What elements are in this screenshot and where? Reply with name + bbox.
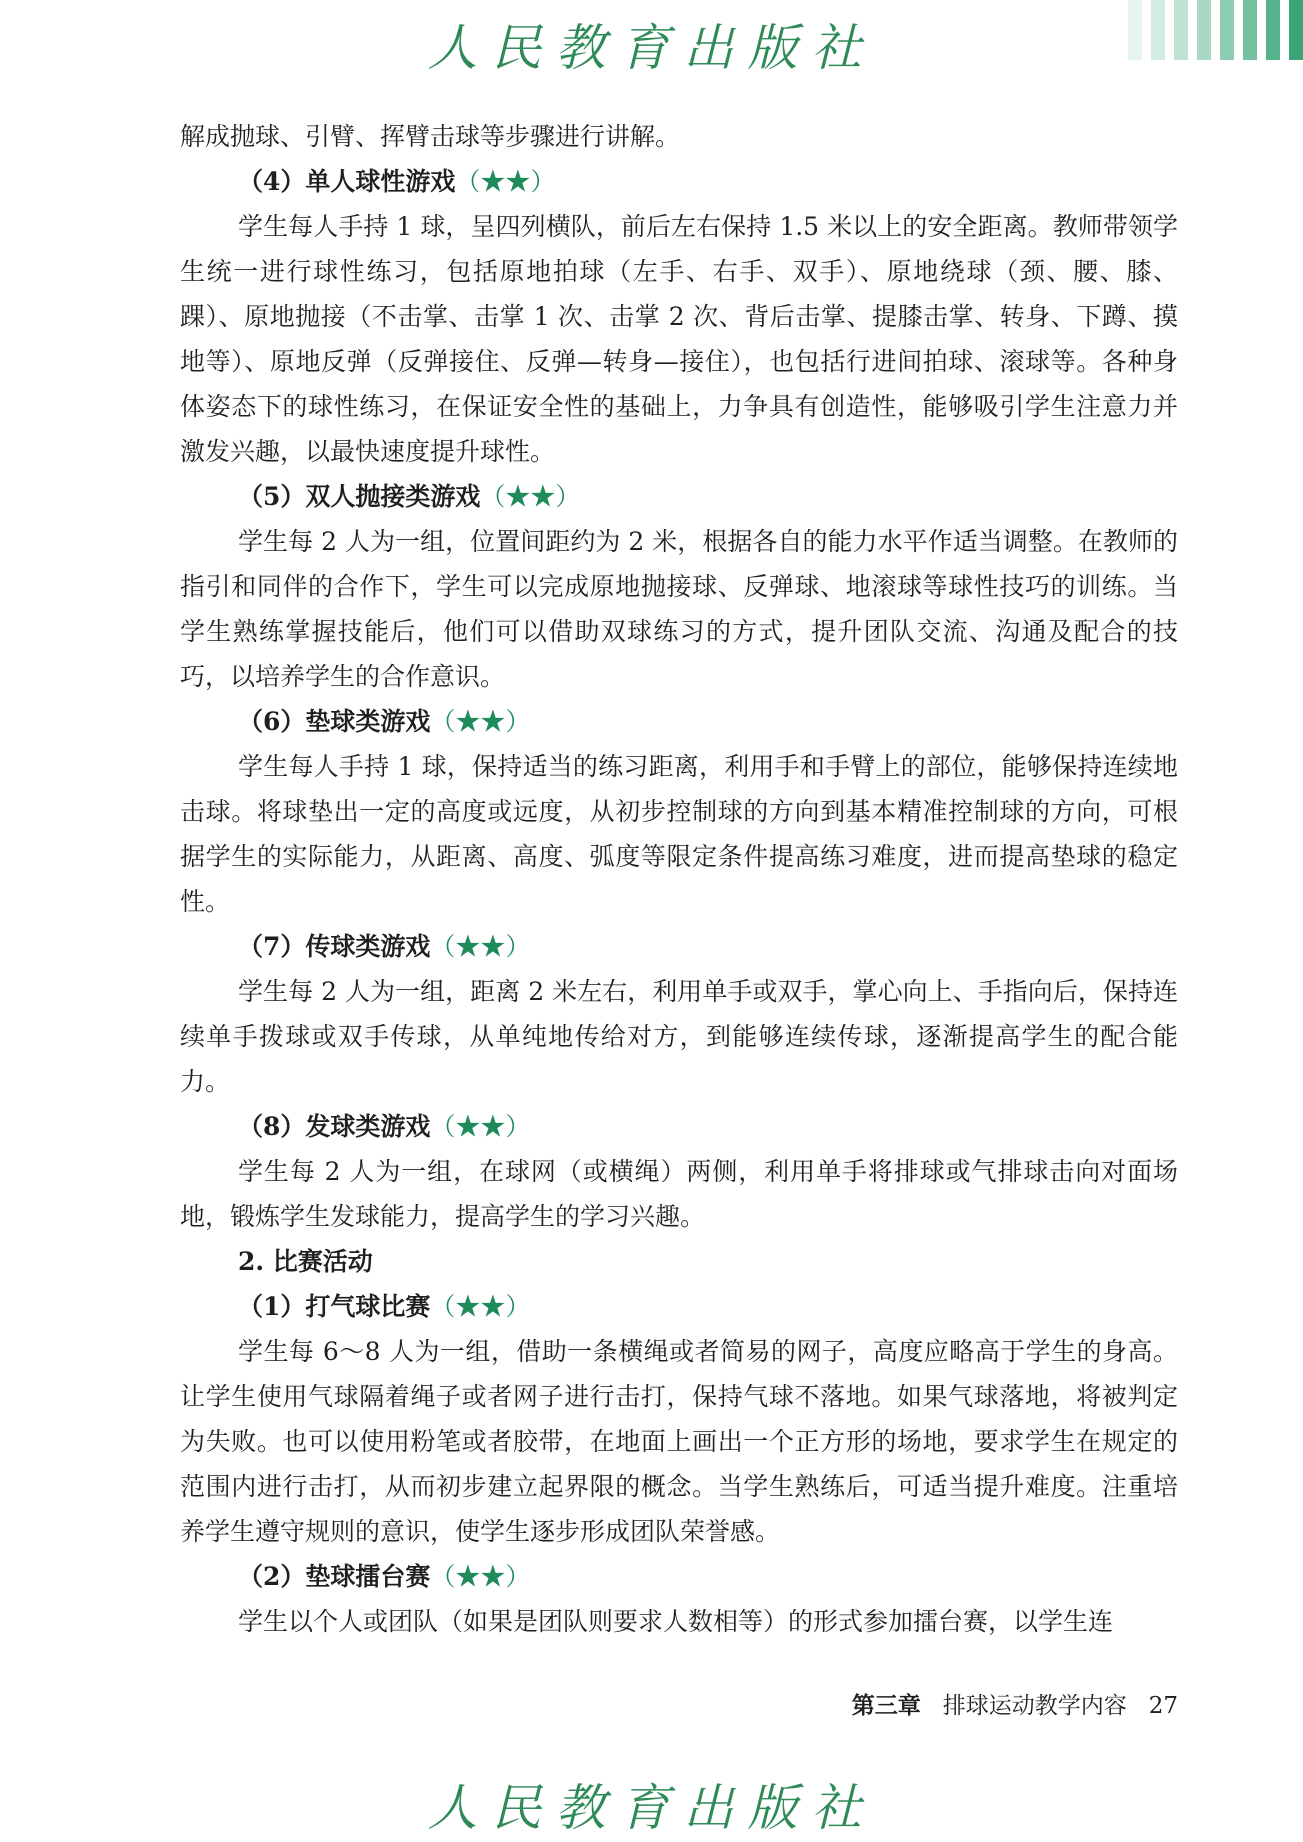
header-stripe [1289,0,1303,60]
match1-stars: （★★） [430,1292,531,1321]
match2-title: （2）垫球擂台赛 [238,1562,431,1591]
game6-paragraph: 学生每人手持 1 球，保持适当的练习距离，利用手和手臂上的部位，能够保持连续地击球。将球垫出一定的高度或远度，从初步控制球的方向到基本精准控制球的方向，可根据学生的实际能力，从距离、高度、弧度等限定条件提高练习难度，进而提高垫球的稳定性。 [180,752,1178,916]
game6-stars: （★★） [430,707,531,736]
publisher-watermark-top: 人民教育出版社 [427,19,876,77]
game8-title: （8）发球类游戏 [238,1112,431,1141]
match1-title: （1）打气球比赛 [238,1292,431,1321]
game7-paragraph: 学生每 2 人为一组，距离 2 米左右，利用单手或双手，掌心向上、手指向后，保持连续单手拨球或双手传球，从单纯地传给对方，到能够连续传球，逐渐提高学生的配合能力。 [180,977,1178,1096]
game7-heading [180,924,1178,969]
game4-paragraph: 学生每人手持 1 球，呈四列横队，前后左右保持 1.5 米以上的安全距离。教师带领学生统一进行球性练习，包括原地拍球（左手、右手、双手）、原地绕球（颈、腰、膝、踝）、原地抛接（不击掌、击掌 1 次、击掌 2 次、背后击掌、提膝击掌、转身、下蹲、摸地等）、原地反弹（反弹接住、反弹—转身—接住），也包括行进间拍球、滚球等。各种身体姿态下的球性练习，在保证安全性的基础上，力争具有创造性，能够吸引学生注意力并激发兴趣，以最快速度提升球性。 [180,212,1178,466]
footer-chapter-title: 排球运动教学内容 [942,1693,1127,1719]
game8-paragraph: 学生每 2 人为一组，在球网（或横绳）两侧，利用单手将排球或气排球击向对面场地，锻炼学生发球能力，提高学生的学习兴趣。 [180,1157,1178,1231]
footer-chapter: 第三章 [851,1692,921,1719]
match2-paragraph: 学生以个人或团队（如果是团队则要求人数相等）的形式参加擂台赛，以学生连 [238,1607,1114,1636]
match2-heading [180,1554,1178,1599]
page-number: 27 [1148,1693,1178,1719]
game5-stars: （★★） [480,482,581,511]
game6-title: （6）垫球类游戏 [238,707,431,736]
game6-heading [180,699,1178,744]
publisher-watermark-bottom: 人民教育出版社 [427,1779,876,1837]
section2-heading: 2. 比赛活动 [238,1247,373,1276]
game4-title: （4）单人球性游戏 [238,167,456,196]
header-decoration-stripes [1023,0,1303,60]
game8-heading [180,1104,1178,1149]
game8-stars: （★★） [430,1112,531,1141]
game5-paragraph: 学生每 2 人为一组，位置间距约为 2 米，根据各自的能力水平作适当调整。在教师的指引和同伴的合作下，学生可以完成原地抛接球、反弹球、地滚球等球性技巧的训练。当学生熟练掌握技能后，他们可以借助双球练习的方式，提升团队交流、沟通及配合的技巧，以培养学生的合作意识。 [180,527,1178,691]
header-stripe [1220,0,1234,60]
match1-heading [180,1284,1178,1329]
page-footer [852,1687,1178,1720]
match2-stars: （★★） [430,1562,531,1591]
match1-paragraph: 学生每 6～8 人为一组，借助一条横绳或者简易的网子，高度应略高于学生的身高。让学生使用气球隔着绳子或者网子进行击打，保持气球不落地。如果气球落地，将被判定为失败。也可以使用粉笔或者胶带，在地面上画出一个正方形的场地，要求学生在规定的范围内进行击打，从而初步建立起界限的概念。当学生熟练后，可适当提升难度。注重培养学生遵守规则的意识，使学生逐步形成团队荣誉感。 [180,1337,1178,1546]
intro-paragraph: 解成抛球、引臂、挥臂击球等步骤进行讲解。 [180,122,681,151]
game4-heading [180,159,1178,204]
header-stripe [1266,0,1280,60]
header-stripe [1243,0,1257,60]
game7-title: （7）传球类游戏 [238,932,431,961]
game5-title: （5）双人抛接类游戏 [238,482,481,511]
header-stripe [1151,0,1165,60]
header-stripe [1128,0,1142,60]
page-body [180,114,1178,1644]
game5-heading [180,474,1178,519]
game4-stars: （★★） [455,167,556,196]
header-stripe [1174,0,1188,60]
header-stripe [1197,0,1211,60]
game7-stars: （★★） [430,932,531,961]
